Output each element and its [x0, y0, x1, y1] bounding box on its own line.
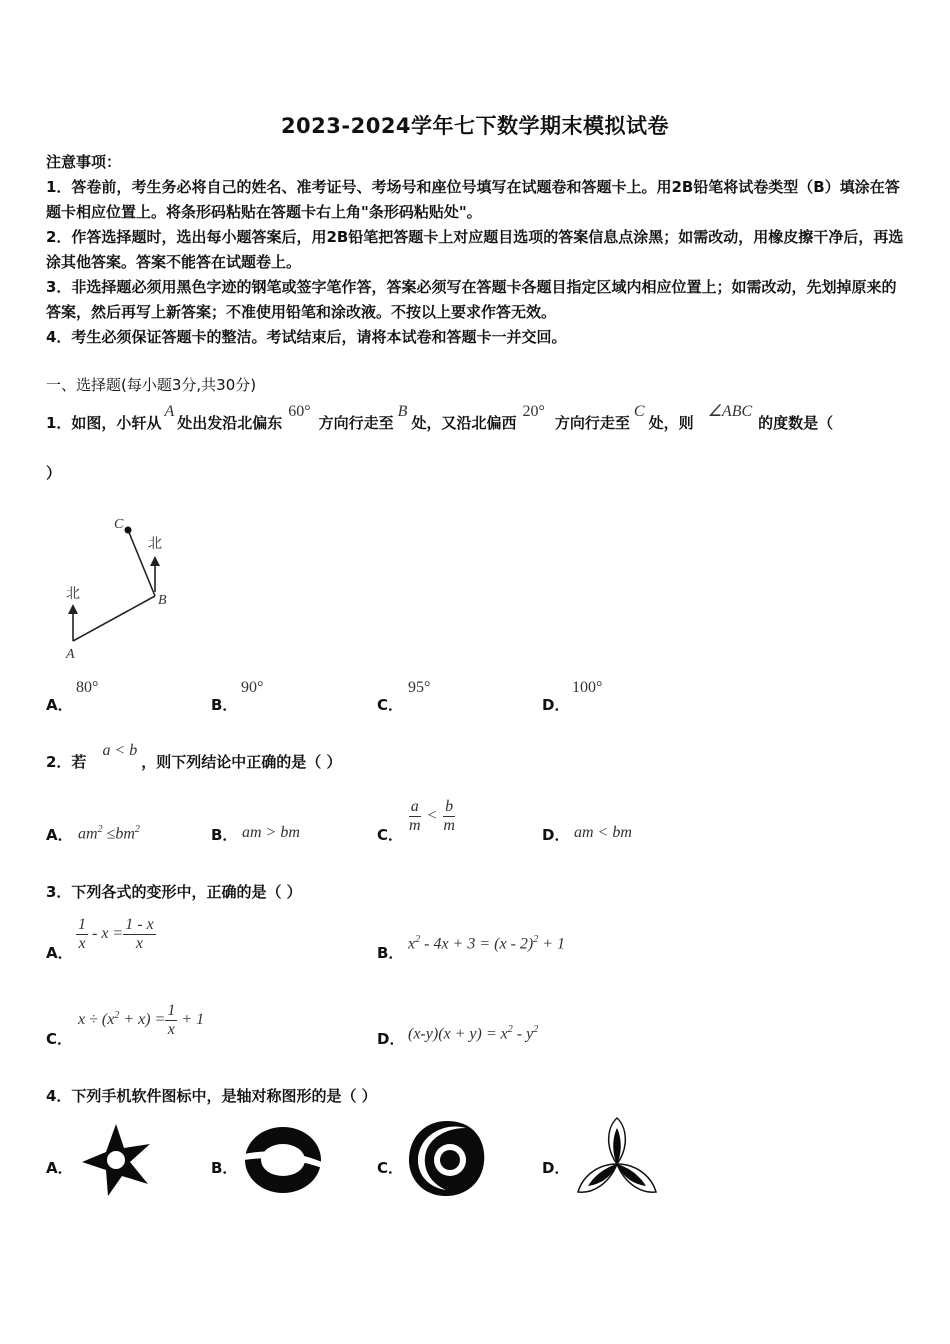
- q2-option-c-value: [407, 798, 457, 835]
- q3-b-p3: + 1: [538, 935, 566, 953]
- north-label-a: 北: [66, 586, 80, 602]
- q3-option-b-label: B．: [377, 944, 404, 962]
- q2-option-d-value: am < bm: [574, 824, 632, 841]
- notes-block: [46, 150, 911, 350]
- q3-option-c-label: C．: [46, 1030, 73, 1048]
- q4-option-b-label: B．: [211, 1159, 238, 1177]
- q2-text-1: 2．若: [46, 753, 87, 771]
- q2-a-am: am: [78, 825, 98, 843]
- fig-label-c: C: [114, 517, 124, 532]
- four-point-star-icon: [78, 1122, 154, 1198]
- q1-point-b: B: [397, 403, 408, 420]
- q1-text-5: 方向行走至: [554, 414, 630, 432]
- q3-option-c-value: [78, 1002, 204, 1039]
- question-2: [46, 742, 342, 775]
- q1-text-2: 处出发沿北偏东: [177, 414, 283, 432]
- q1-option-a-value: 80°: [76, 679, 99, 696]
- q3-a-num2: 1 - x: [125, 916, 154, 933]
- q3-c-s1: 2: [114, 1009, 120, 1021]
- q1-angle-20: 20°: [522, 403, 545, 420]
- q3-c-p3: + 1: [177, 1011, 205, 1029]
- note-item-3: 3．非选择题必须用黑色字迹的钢笔或签字笔作答，答案必须写在答题卡各题目指定区域内相应位置上；如需改动，先划掉原来的答案，然后再写上新答案；不准使用铅笔和涂改液。不按以上要求作答无效。: [46, 278, 897, 321]
- q2-option-a-label: A．: [46, 826, 73, 844]
- q1-option-c-value: 95°: [408, 679, 431, 696]
- q2-option-c-label: C．: [377, 826, 404, 844]
- q3-b-s2: 2: [533, 934, 539, 945]
- fig-label-a: A: [66, 647, 75, 662]
- q3-option-b-value: [408, 934, 565, 953]
- q1-angle-60: 60°: [288, 403, 311, 420]
- q1-option-b-label: B．: [211, 696, 238, 714]
- north-arrowhead-a: [68, 604, 78, 614]
- q2-option-a-value: [78, 824, 140, 843]
- q1-option-a-label: A．: [46, 696, 73, 714]
- q1-text-7: 的度数是（: [758, 414, 834, 432]
- q2-option-b-value: am > bm: [242, 824, 300, 841]
- q3-d-p2: - y: [512, 1025, 534, 1043]
- q1-option-d-value: 100°: [572, 679, 603, 696]
- q1-option-d-label: D．: [542, 696, 570, 714]
- q3-option-d-value: [408, 1024, 538, 1043]
- q1-figure: [58, 508, 188, 666]
- q2-c-den1: m: [409, 817, 421, 834]
- q2-c-num2: b: [445, 798, 454, 815]
- q3-option-d-label: D．: [377, 1030, 405, 1048]
- q3-a-num1: 1: [78, 916, 86, 933]
- three-petal-icon: [574, 1116, 660, 1198]
- page-title: 2023-2024学年七下数学期末模拟试卷: [280, 114, 670, 138]
- note-item-1: 1．答卷前，考生务必将自己的姓名、准考证号、考场号和座位号填写在试题卷和答题卡上。用2B铅笔将试卷类型（B）填涂在答题卡相应位置上。将条形码粘贴在答题卡右上角"条形码粘贴处"。: [46, 178, 900, 221]
- q2-text-2: ，则下列结论中正确的是（ ）: [141, 753, 342, 771]
- q3-c-num: 1: [167, 1002, 176, 1019]
- fig-label-b: B: [158, 593, 167, 608]
- q3-d-p1: (x-y)(x + y) = x: [408, 1025, 508, 1043]
- q2-option-d-label: D．: [542, 826, 570, 844]
- q3-c-p1: x ÷ (x: [78, 1011, 115, 1029]
- note-item-4: 4．考生必须保证答题卡的整洁。考试结束后，请将本试卷和答题卡一并交回。: [46, 328, 567, 346]
- q1-angle-abc: ∠ABC: [707, 403, 753, 420]
- section-heading: 一、选择题(每小题3分,共30分): [46, 376, 257, 394]
- q3-c-den: x: [167, 1021, 175, 1038]
- segment-ab: [73, 596, 155, 641]
- q1-close-paren: ）: [46, 464, 62, 482]
- q2-c-op: <: [426, 807, 438, 825]
- q1-text-1: 1．如图，小轩从: [46, 414, 162, 432]
- q2-condition: a < b: [102, 742, 138, 759]
- q1-option-b-value: 90°: [241, 679, 264, 696]
- q2-c-den2: m: [443, 817, 455, 834]
- split-ring-icon: [242, 1124, 324, 1196]
- q3-a-den2: x: [135, 935, 143, 952]
- q1-text-6: 处，则: [648, 414, 694, 432]
- q3-b-p2: - 4x + 3 = (x - 2): [420, 935, 534, 953]
- q2-c-num1: a: [410, 798, 419, 815]
- q4-option-d-label: D．: [542, 1159, 570, 1177]
- q3-a-mid: - x =: [88, 925, 124, 943]
- q3-c-p2: + x) =: [119, 1011, 166, 1029]
- note-item-2: 2．作答选择题时，选出每小题答案后，用2B铅笔把答题卡上对应题目选项的答案信息点涂黑；如需改动，用橡皮擦干净后，再选涂其他答案。答案不能答在试题卷上。: [46, 228, 904, 271]
- question-3: 3．下列各式的变形中，正确的是（ ）: [46, 883, 302, 901]
- q1-point-c: C: [633, 403, 645, 420]
- q3-b-s1: 2: [415, 934, 421, 945]
- q2-option-b-label: B．: [211, 826, 238, 844]
- q4-option-c-label: C．: [377, 1159, 404, 1177]
- swirl-circle-icon: [406, 1118, 488, 1200]
- question-4: 4．下列手机软件图标中，是轴对称图形的是（ ）: [46, 1087, 377, 1105]
- north-arrowhead-b: [150, 556, 160, 566]
- north-label-b: 北: [148, 536, 162, 552]
- q3-b-p1: x: [408, 935, 416, 953]
- q1-text-4: 处，又沿北偏西: [411, 414, 517, 432]
- q3-a-den1: x: [78, 935, 86, 952]
- point-c-dot: [125, 527, 132, 534]
- q4-option-a-label: A．: [46, 1159, 73, 1177]
- question-1: [46, 403, 834, 436]
- q2-a-le: ≤bm: [102, 825, 135, 843]
- q3-d-s2: 2: [533, 1024, 539, 1035]
- q1-point-a: A: [164, 403, 175, 420]
- q2-a-sup1: 2: [97, 824, 103, 835]
- q3-option-a-label: A．: [46, 944, 73, 962]
- q3-option-a-value: [76, 916, 156, 953]
- q3-d-s1: 2: [507, 1024, 513, 1035]
- q1-option-c-label: C．: [377, 696, 404, 714]
- notes-heading: 注意事项：: [46, 153, 122, 171]
- q1-text-3: 方向行走至: [318, 414, 394, 432]
- q2-a-sup2: 2: [134, 824, 140, 835]
